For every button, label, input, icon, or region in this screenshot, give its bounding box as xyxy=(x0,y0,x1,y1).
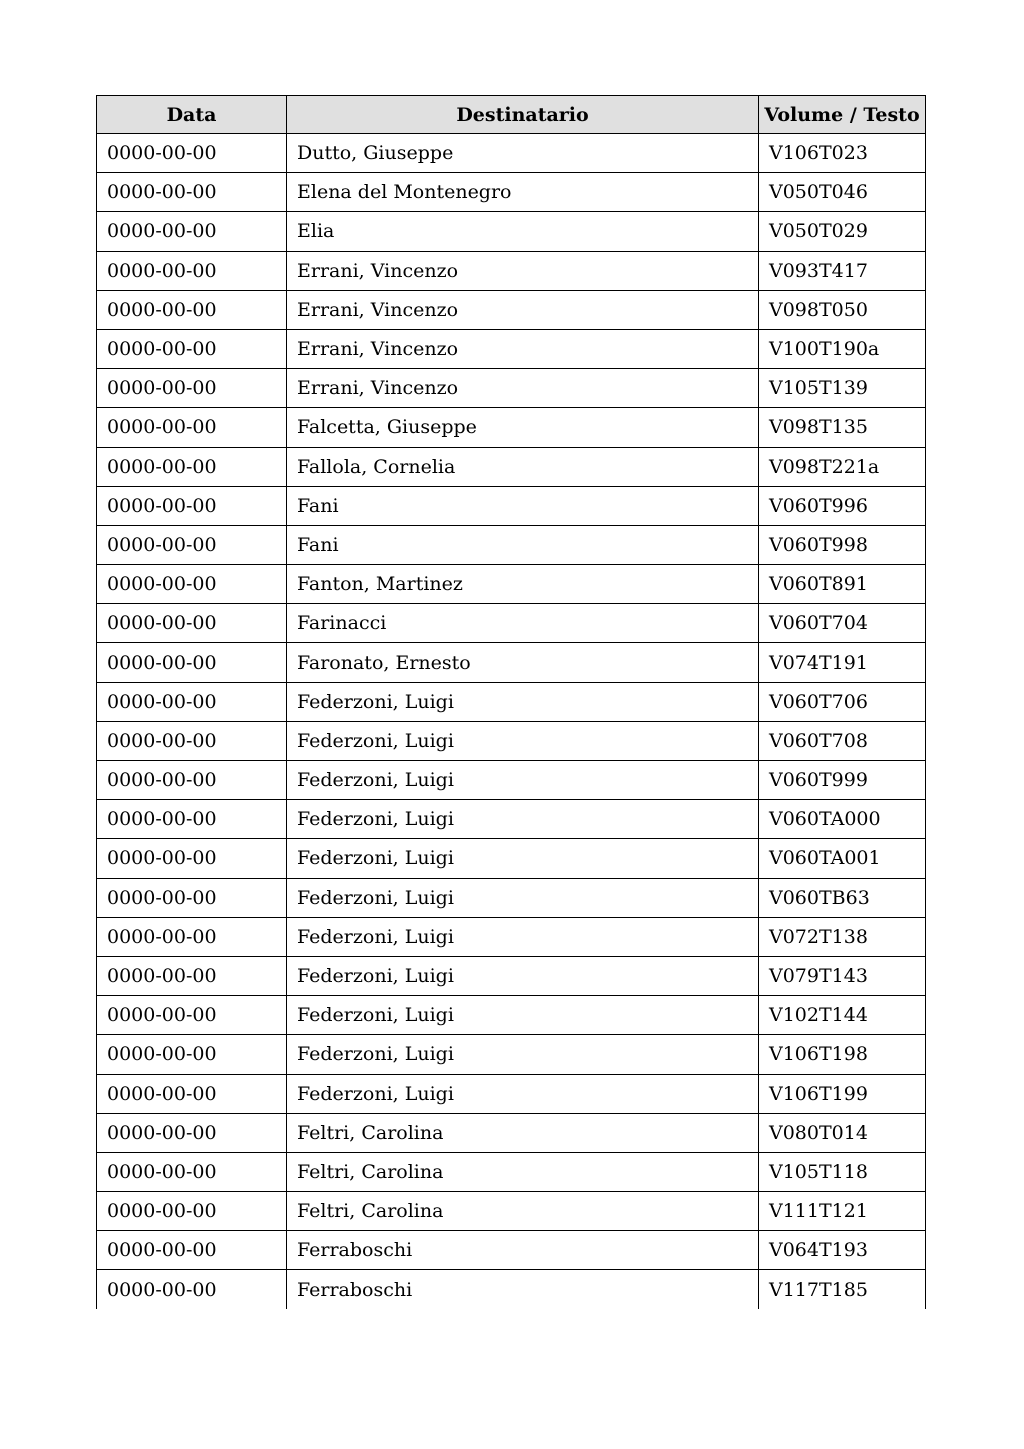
date-cell: 0000-00-00 xyxy=(97,996,287,1035)
destinatario-cell: Federzoni, Luigi xyxy=(287,800,759,839)
volume-cell: V060TB63 xyxy=(759,878,926,917)
volume-cell: V072T138 xyxy=(759,917,926,956)
destinatario-cell: Ferraboschi xyxy=(287,1270,759,1309)
date-cell: 0000-00-00 xyxy=(97,329,287,368)
date-cell: 0000-00-00 xyxy=(97,525,287,564)
volume-cell: V060T704 xyxy=(759,604,926,643)
destinatario-cell: Dutto, Giuseppe xyxy=(287,134,759,173)
destinatario-cell: Federzoni, Luigi xyxy=(287,1074,759,1113)
destinatario-cell: Ferraboschi xyxy=(287,1231,759,1270)
column-header-destinatario: Destinatario xyxy=(287,96,759,134)
date-cell: 0000-00-00 xyxy=(97,1231,287,1270)
destinatario-cell: Fani xyxy=(287,525,759,564)
volume-cell: V060T706 xyxy=(759,682,926,721)
volume-cell: V106T023 xyxy=(759,134,926,173)
table-row xyxy=(97,369,926,408)
volume-cell: V093T417 xyxy=(759,251,926,290)
date-cell: 0000-00-00 xyxy=(97,956,287,995)
date-cell: 0000-00-00 xyxy=(97,1270,287,1309)
table-row xyxy=(97,996,926,1035)
volume-cell: V106T199 xyxy=(759,1074,926,1113)
table-row xyxy=(97,290,926,329)
volume-cell: V064T193 xyxy=(759,1231,926,1270)
volume-cell: V060T999 xyxy=(759,761,926,800)
destinatario-cell: Feltri, Carolina xyxy=(287,1152,759,1191)
table-row xyxy=(97,408,926,447)
table-row xyxy=(97,134,926,173)
date-cell: 0000-00-00 xyxy=(97,1035,287,1074)
date-cell: 0000-00-00 xyxy=(97,761,287,800)
volume-cell: V074T191 xyxy=(759,643,926,682)
volume-cell: V100T190a xyxy=(759,329,926,368)
table-row xyxy=(97,800,926,839)
volume-cell: V117T185 xyxy=(759,1270,926,1309)
table-row xyxy=(97,565,926,604)
destinatario-cell: Feltri, Carolina xyxy=(287,1113,759,1152)
records-table-container xyxy=(96,95,926,1309)
date-cell: 0000-00-00 xyxy=(97,917,287,956)
destinatario-cell: Elia xyxy=(287,212,759,251)
table-row xyxy=(97,1152,926,1191)
destinatario-cell: Federzoni, Luigi xyxy=(287,839,759,878)
volume-cell: V060TA001 xyxy=(759,839,926,878)
volume-cell: V106T198 xyxy=(759,1035,926,1074)
destinatario-cell: Errani, Vincenzo xyxy=(287,290,759,329)
volume-cell: V050T029 xyxy=(759,212,926,251)
column-header-data: Data xyxy=(97,96,287,134)
destinatario-cell: Fani xyxy=(287,486,759,525)
date-cell: 0000-00-00 xyxy=(97,447,287,486)
records-table xyxy=(96,95,926,1309)
table-row xyxy=(97,1074,926,1113)
table-row xyxy=(97,682,926,721)
table-row xyxy=(97,878,926,917)
volume-cell: V050T046 xyxy=(759,173,926,212)
table-row xyxy=(97,956,926,995)
table-row xyxy=(97,604,926,643)
volume-cell: V060T998 xyxy=(759,525,926,564)
table-row xyxy=(97,1231,926,1270)
table-row xyxy=(97,447,926,486)
date-cell: 0000-00-00 xyxy=(97,878,287,917)
destinatario-cell: Falcetta, Giuseppe xyxy=(287,408,759,447)
volume-cell: V098T135 xyxy=(759,408,926,447)
destinatario-cell: Federzoni, Luigi xyxy=(287,721,759,760)
destinatario-cell: Federzoni, Luigi xyxy=(287,996,759,1035)
date-cell: 0000-00-00 xyxy=(97,408,287,447)
date-cell: 0000-00-00 xyxy=(97,1192,287,1231)
table-header-row xyxy=(97,96,926,134)
destinatario-cell: Fallola, Cornelia xyxy=(287,447,759,486)
date-cell: 0000-00-00 xyxy=(97,1152,287,1191)
table-row xyxy=(97,917,926,956)
date-cell: 0000-00-00 xyxy=(97,839,287,878)
destinatario-cell: Errani, Vincenzo xyxy=(287,329,759,368)
date-cell: 0000-00-00 xyxy=(97,682,287,721)
table-row xyxy=(97,1035,926,1074)
destinatario-cell: Fanton, Martinez xyxy=(287,565,759,604)
table-body xyxy=(97,134,926,1309)
table-row xyxy=(97,839,926,878)
date-cell: 0000-00-00 xyxy=(97,486,287,525)
volume-cell: V102T144 xyxy=(759,996,926,1035)
destinatario-cell: Federzoni, Luigi xyxy=(287,1035,759,1074)
date-cell: 0000-00-00 xyxy=(97,565,287,604)
destinatario-cell: Errani, Vincenzo xyxy=(287,369,759,408)
table-row xyxy=(97,643,926,682)
column-header-volume-testo: Volume / Testo xyxy=(759,96,926,134)
table-row xyxy=(97,173,926,212)
destinatario-cell: Errani, Vincenzo xyxy=(287,251,759,290)
table-row xyxy=(97,1192,926,1231)
table-row xyxy=(97,721,926,760)
date-cell: 0000-00-00 xyxy=(97,1074,287,1113)
destinatario-cell: Federzoni, Luigi xyxy=(287,917,759,956)
date-cell: 0000-00-00 xyxy=(97,643,287,682)
volume-cell: V060T996 xyxy=(759,486,926,525)
destinatario-cell: Feltri, Carolina xyxy=(287,1192,759,1231)
destinatario-cell: Farinacci xyxy=(287,604,759,643)
volume-cell: V111T121 xyxy=(759,1192,926,1231)
volume-cell: V098T050 xyxy=(759,290,926,329)
destinatario-cell: Faronato, Ernesto xyxy=(287,643,759,682)
date-cell: 0000-00-00 xyxy=(97,251,287,290)
date-cell: 0000-00-00 xyxy=(97,290,287,329)
volume-cell: V080T014 xyxy=(759,1113,926,1152)
table-row xyxy=(97,1270,926,1309)
destinatario-cell: Federzoni, Luigi xyxy=(287,956,759,995)
date-cell: 0000-00-00 xyxy=(97,1113,287,1152)
date-cell: 0000-00-00 xyxy=(97,604,287,643)
table-row xyxy=(97,761,926,800)
table-row xyxy=(97,212,926,251)
date-cell: 0000-00-00 xyxy=(97,369,287,408)
destinatario-cell: Elena del Montenegro xyxy=(287,173,759,212)
date-cell: 0000-00-00 xyxy=(97,721,287,760)
volume-cell: V105T118 xyxy=(759,1152,926,1191)
table-row xyxy=(97,329,926,368)
volume-cell: V060TA000 xyxy=(759,800,926,839)
table-row xyxy=(97,486,926,525)
volume-cell: V105T139 xyxy=(759,369,926,408)
date-cell: 0000-00-00 xyxy=(97,173,287,212)
table-row xyxy=(97,525,926,564)
table-row xyxy=(97,251,926,290)
destinatario-cell: Federzoni, Luigi xyxy=(287,761,759,800)
volume-cell: V079T143 xyxy=(759,956,926,995)
volume-cell: V060T891 xyxy=(759,565,926,604)
volume-cell: V098T221a xyxy=(759,447,926,486)
destinatario-cell: Federzoni, Luigi xyxy=(287,682,759,721)
table-row xyxy=(97,1113,926,1152)
date-cell: 0000-00-00 xyxy=(97,800,287,839)
date-cell: 0000-00-00 xyxy=(97,134,287,173)
volume-cell: V060T708 xyxy=(759,721,926,760)
destinatario-cell: Federzoni, Luigi xyxy=(287,878,759,917)
date-cell: 0000-00-00 xyxy=(97,212,287,251)
